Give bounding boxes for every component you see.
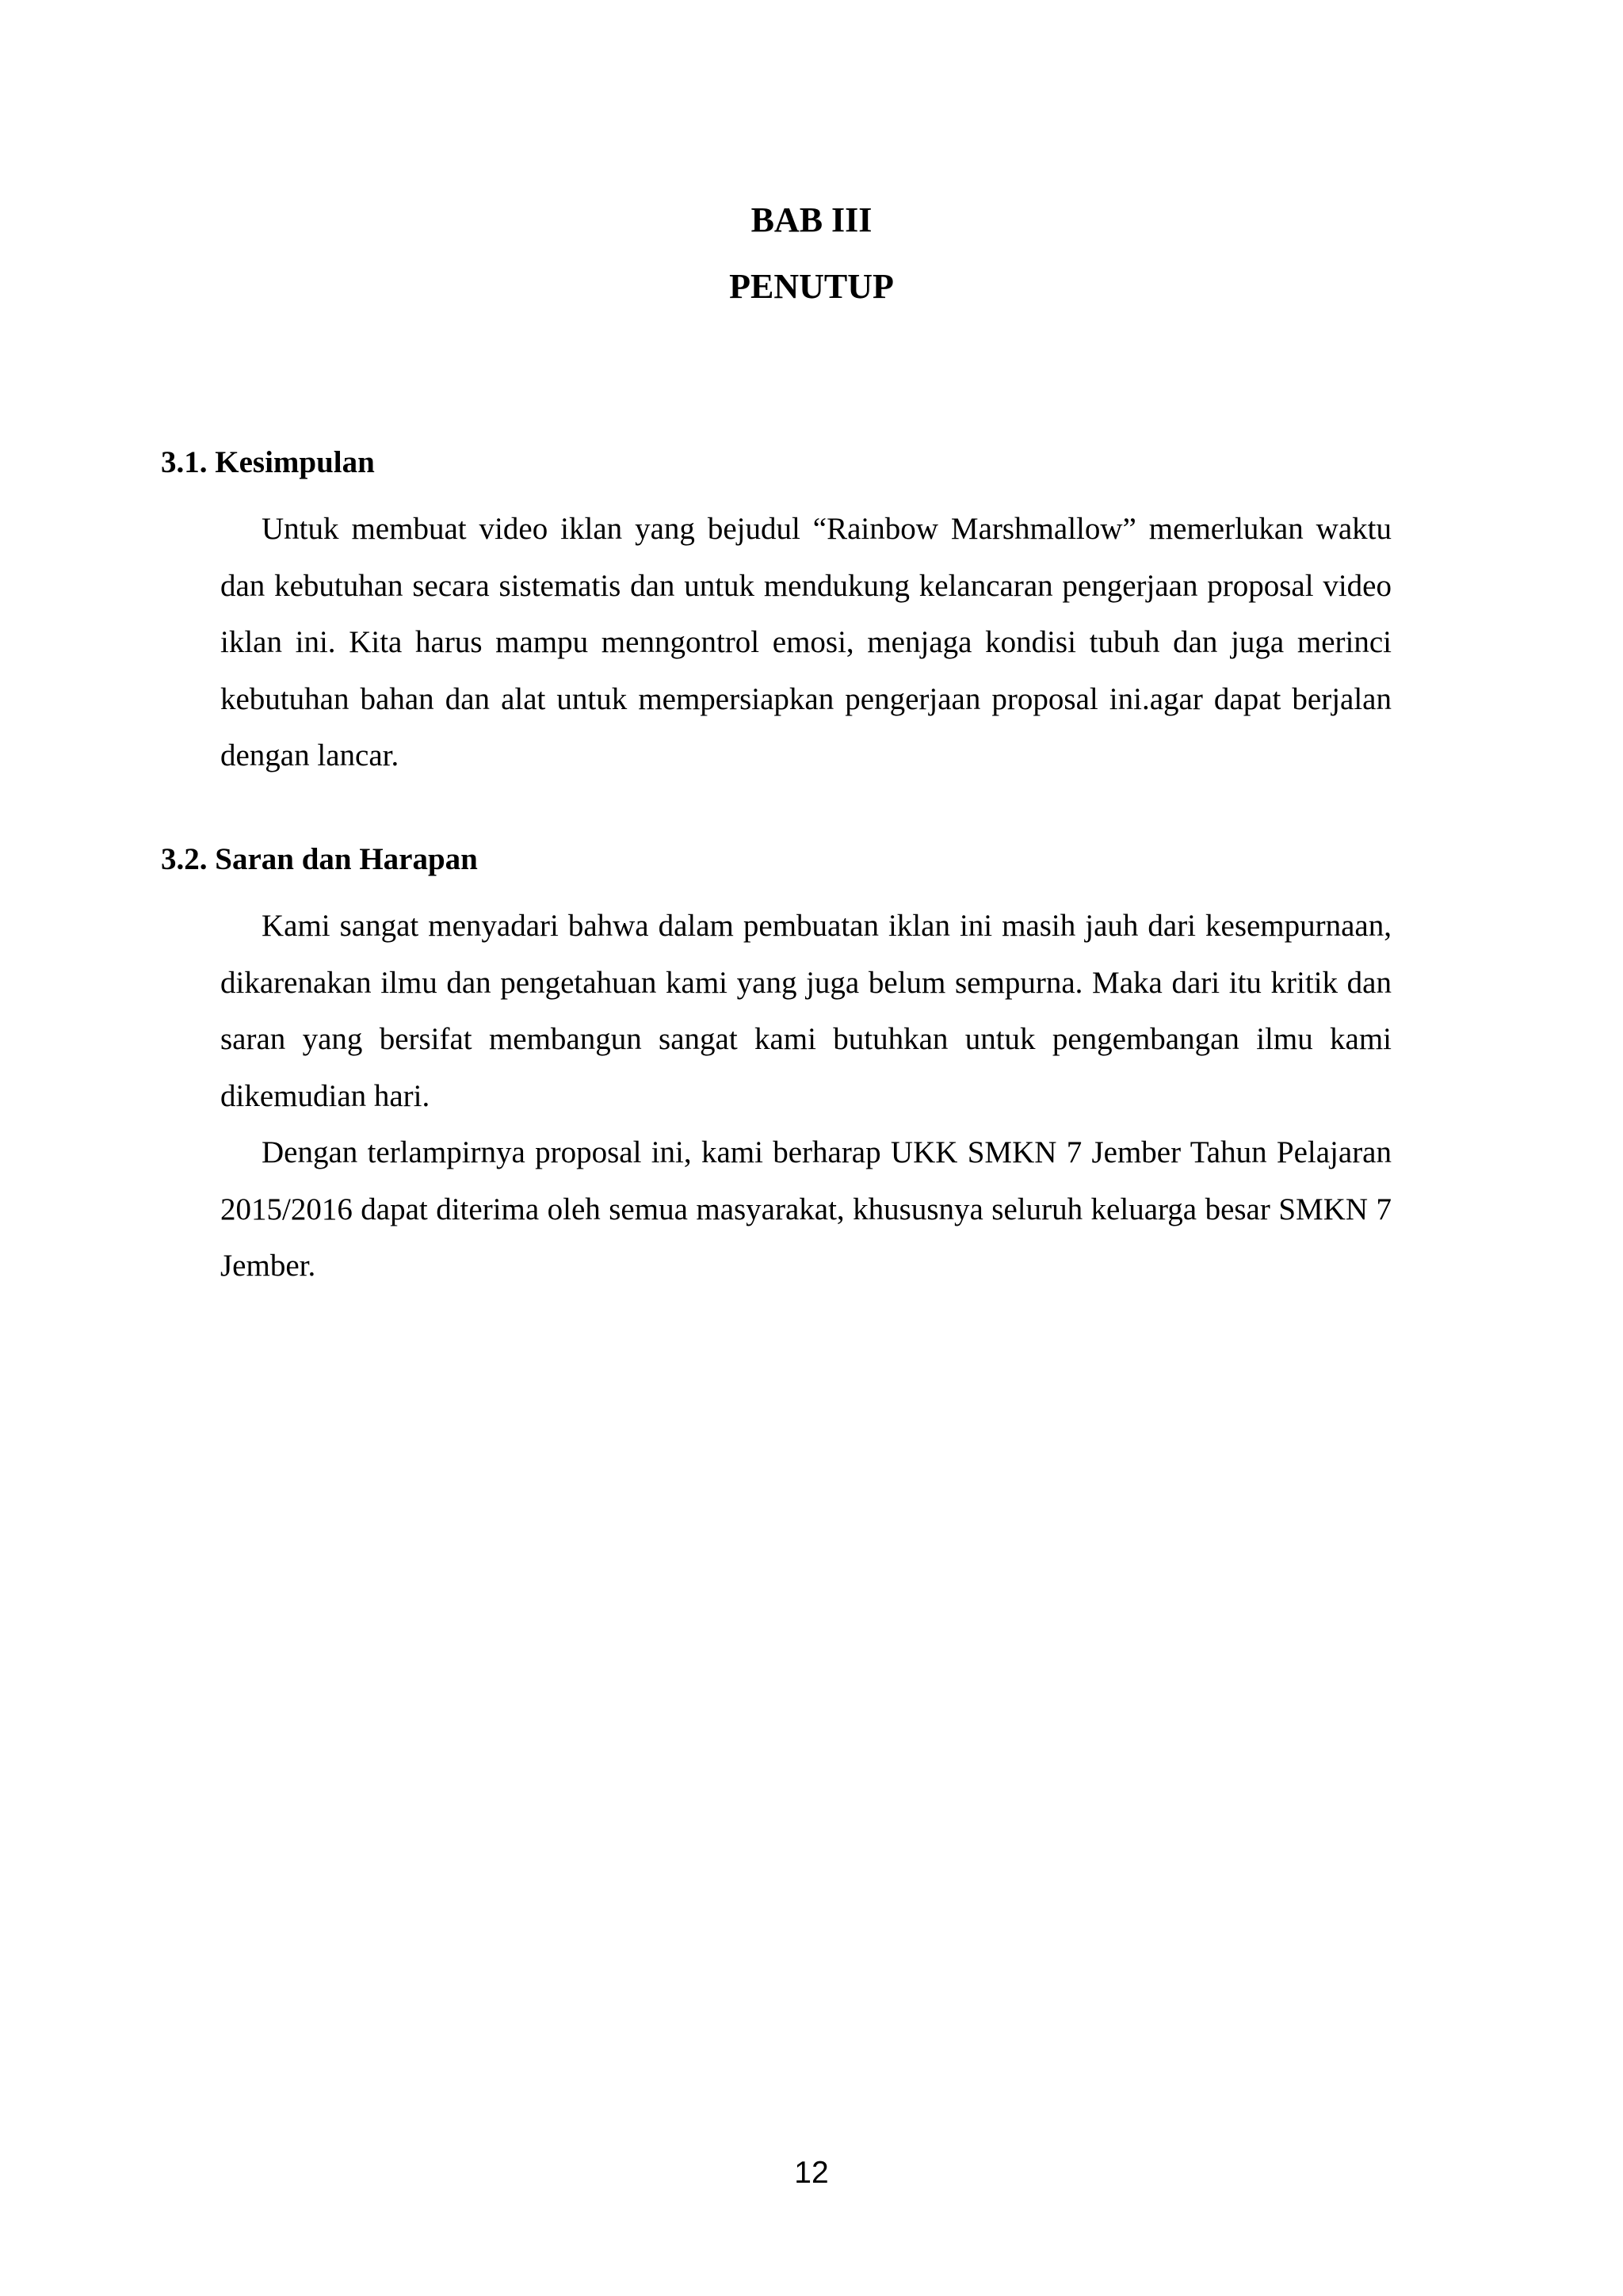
page-number: 12 <box>794 2156 829 2190</box>
chapter-title: PENUTUP <box>729 267 894 306</box>
section-body-saran-dan-harapan <box>220 898 1392 1295</box>
section-heading-saran-dan-harapan: 3.2. Saran dan Harapan <box>161 842 478 876</box>
chapter-number: BAB III <box>750 200 873 239</box>
paragraph: Dengan terlampirnya proposal ini, kami berharap UKK SMKN 7 Jember Tahun Pelajaran 2015/2016 dapat diterima oleh semua masyarakat, khususnya seluruh keluarga besar SMKN 7 Jember. <box>220 1135 1392 1283</box>
section-body-kesimpulan <box>220 501 1392 784</box>
paragraph: Kami sangat menyadari bahwa dalam pembuatan iklan ini masih jauh dari kesempurnaan, dikarenakan ilmu dan pengetahuan kami yang juga belum sempurna. Maka dari itu kritik dan saran yang bersifat membangun sangat kami butuhkan untuk pengembangan ilmu kami dikemudian hari. <box>220 909 1392 1113</box>
paragraph: Untuk membuat video iklan yang bejudul “Rainbow Marshmallow” memerlukan waktu dan kebutuhan secara sistematis dan untuk mendukung kelancaran pengerjaan proposal video iklan ini. Kita harus mampu menngontrol emosi, menjaga kondisi tubuh dan juga merinci kebutuhan bahan dan alat untuk mempersiapkan pengerjaan proposal ini.agar dapat berjalan dengan lancar. <box>220 512 1392 772</box>
section-heading-kesimpulan: 3.1. Kesimpulan <box>161 445 375 479</box>
